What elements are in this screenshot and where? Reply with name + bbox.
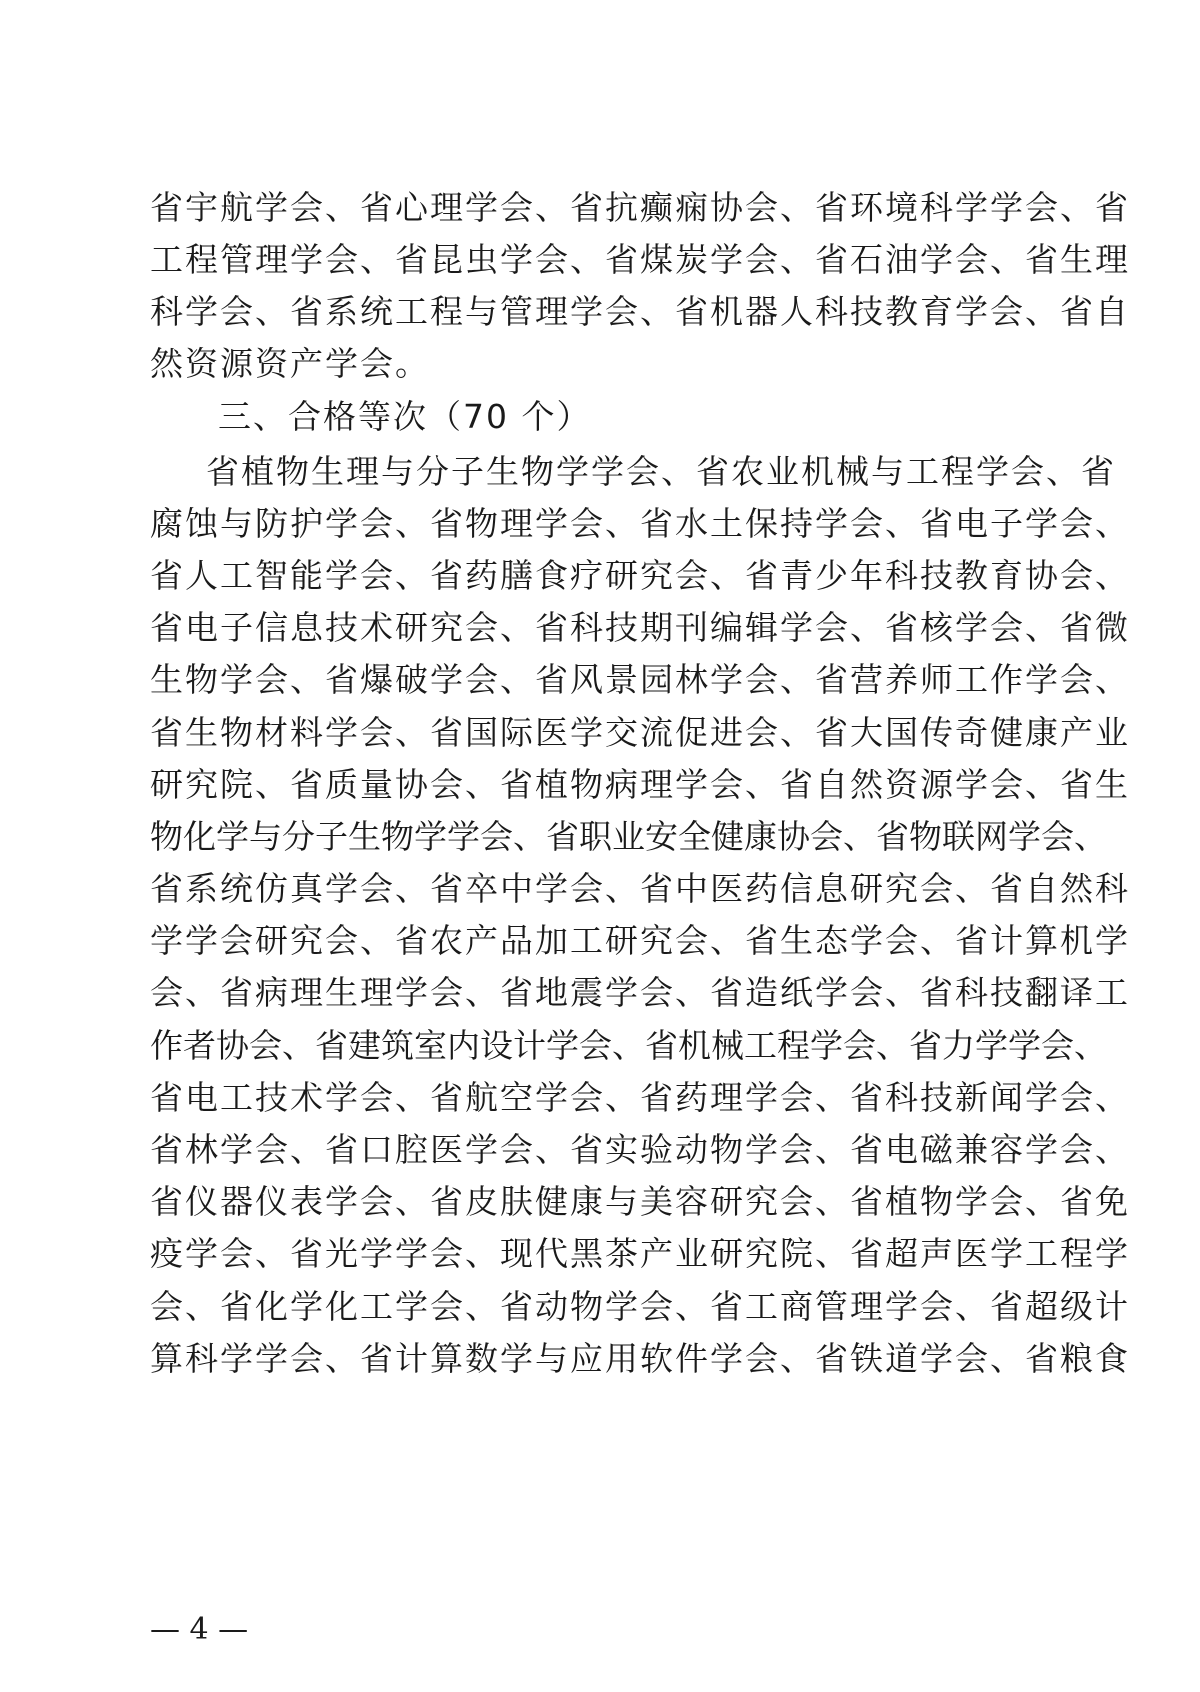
body-line: 腐蚀与防护学会、省物理学会、省水土保持学会、省电子学会、 [150,504,1130,543]
body-line: 会、省病理生理学会、省地震学会、省造纸学会、省科技翻译工 [150,973,1130,1012]
body-line: 会、省化学化工学会、省动物学会、省工商管理学会、省超级计 [150,1287,1130,1326]
page-number: — 4 — [150,1612,249,1647]
body-line: 研究院、省质量协会、省植物病理学会、省自然资源学会、省生 [150,765,1130,804]
body-line: 省植物生理与分子生物学学会、省农业机械与工程学会、省 [206,452,1116,491]
body-line: 疫学会、省光学学会、现代黑茶产业研究院、省超声医学工程学 [150,1234,1130,1273]
body-line: 省电子信息技术研究会、省科技期刊编辑学会、省核学会、省微 [150,608,1130,647]
body-line: 工程管理学会、省昆虫学会、省煤炭学会、省石油学会、省生理 [150,240,1130,279]
section-heading: 三、合格等次（70 个） [218,397,592,436]
body-line: 省林学会、省口腔医学会、省实验动物学会、省电磁兼容学会、 [150,1130,1130,1169]
body-line: 省宇航学会、省心理学会、省抗癫痫协会、省环境科学学会、省 [150,188,1130,227]
body-line: 学学会研究会、省农产品加工研究会、省生态学会、省计算机学 [150,921,1130,960]
body-line: 然资源资产学会。 [150,344,430,383]
body-line: 作者协会、省建筑室内设计学会、省机械工程学会、省力学学会、 [150,1026,1107,1065]
body-line: 物化学与分子生物学学会、省职业安全健康协会、省物联网学会、 [150,817,1107,856]
body-line: 省生物材料学会、省国际医学交流促进会、省大国传奇健康产业 [150,713,1130,752]
body-line: 生物学会、省爆破学会、省风景园林学会、省营养师工作学会、 [150,660,1130,699]
body-line: 省仪器仪表学会、省皮肤健康与美容研究会、省植物学会、省免 [150,1182,1130,1221]
body-line: 省人工智能学会、省药膳食疗研究会、省青少年科技教育协会、 [150,556,1130,595]
body-line: 算科学学会、省计算数学与应用软件学会、省铁道学会、省粮食 [150,1339,1130,1378]
body-line: 省电工技术学会、省航空学会、省药理学会、省科技新闻学会、 [150,1078,1130,1117]
body-line: 科学会、省系统工程与管理学会、省机器人科技教育学会、省自 [150,292,1130,331]
body-line: 省系统仿真学会、省卒中学会、省中医药信息研究会、省自然科 [150,869,1130,908]
